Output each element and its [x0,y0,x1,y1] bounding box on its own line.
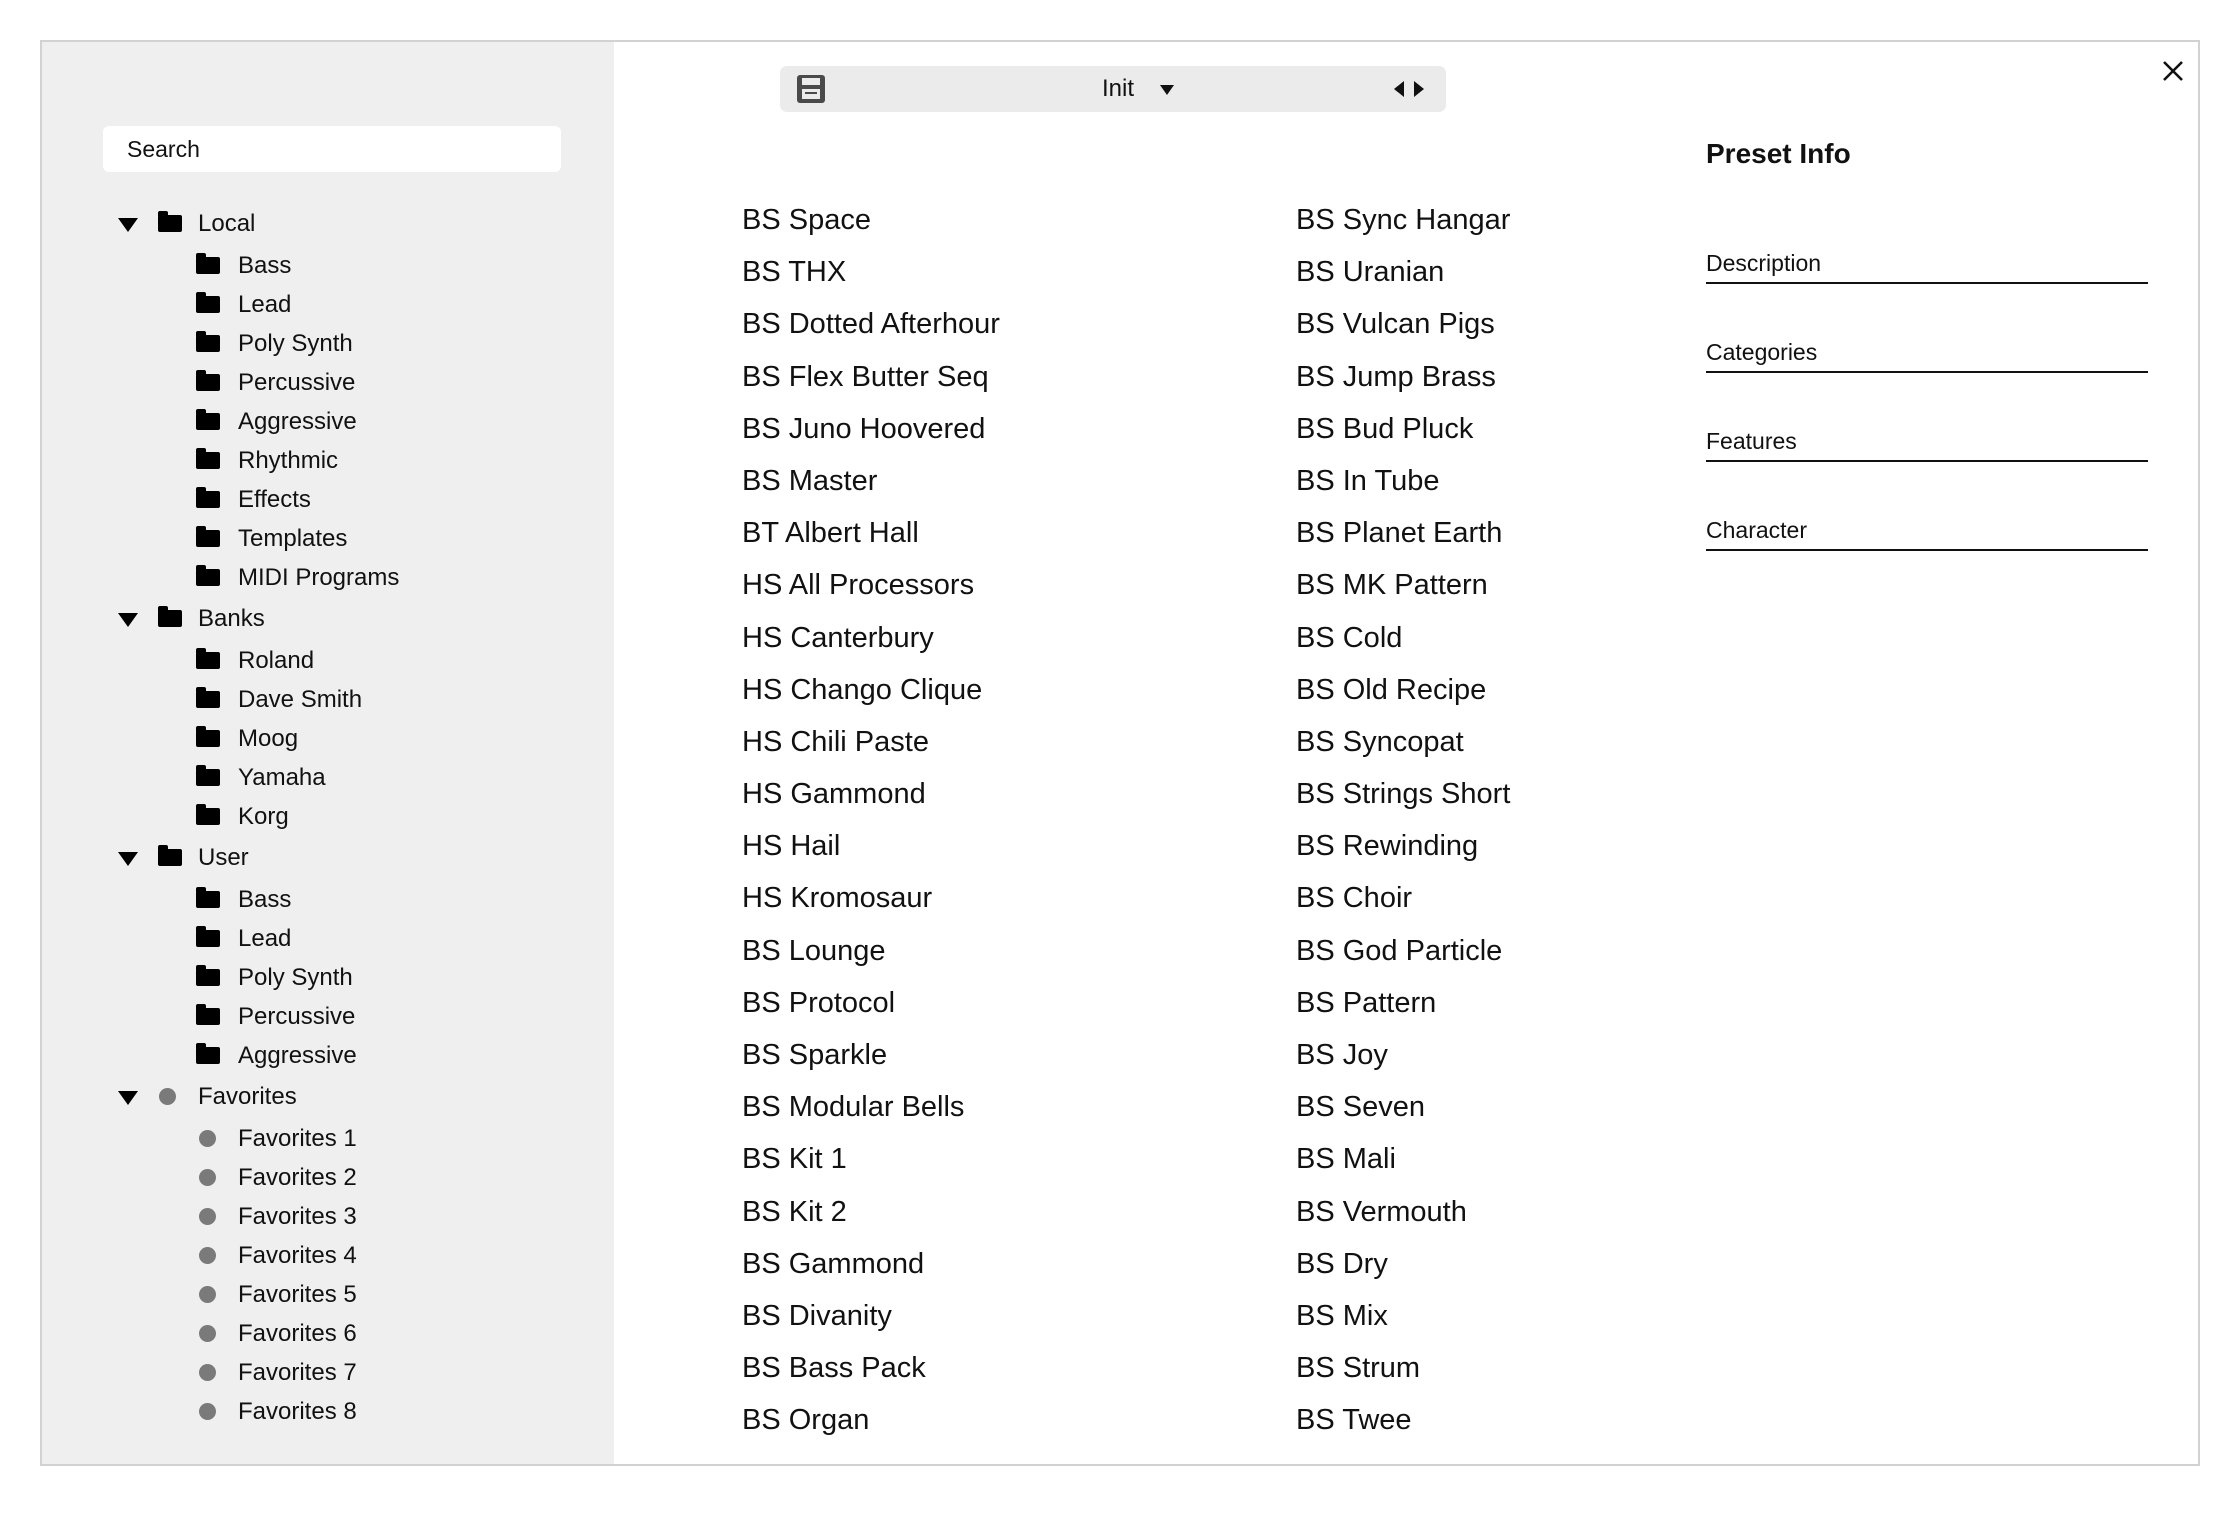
preset-name[interactable]: Init [1102,75,1135,102]
folder-icon [196,808,220,825]
sidebar-item[interactable] [42,519,614,558]
sidebar-item-label: Moog [238,725,299,752]
save-icon[interactable] [796,74,826,104]
preset-item[interactable]: HS Chili Paste [742,725,929,758]
folder-icon [196,1008,220,1025]
preset-item[interactable]: BS Modular Bells [742,1091,965,1124]
triangle-down-icon[interactable] [118,1091,138,1105]
sidebar-item-label: Favorites 4 [238,1242,357,1269]
preset-info-title: Preset Info [1706,138,1851,169]
preset-item[interactable]: BS Mix [1296,1299,1388,1332]
folder-icon [196,891,220,908]
preset-item[interactable]: BS Uranian [1296,256,1445,289]
preset-item[interactable]: HS Chango Clique [742,673,983,706]
preset-item[interactable]: BS Vermouth [1296,1195,1467,1228]
sidebar-item-label: Bass [238,252,292,279]
sidebar-item-label: Favorites 1 [238,1125,357,1152]
folder-icon [196,769,220,786]
preset-item[interactable]: BS Space [742,204,871,236]
sidebar-item-label: Favorites 6 [238,1320,357,1347]
sidebar-group[interactable] [42,202,614,246]
folder-icon [158,849,182,866]
sidebar-item[interactable] [42,641,614,680]
preset-info-field-label: Description [1706,250,1822,276]
sidebar-group-label: Favorites [198,1083,297,1110]
preset-item[interactable]: HS All Processors [742,569,975,602]
sidebar-item[interactable] [42,719,614,758]
preset-tree [42,202,614,1431]
dot-icon [199,1403,216,1420]
sidebar-item[interactable] [42,480,614,519]
sidebar-item-label: Percussive [238,1003,356,1030]
preset-item[interactable]: BS Rewinding [1296,830,1479,863]
sidebar-item-label: Yamaha [238,764,326,791]
sidebar-item[interactable] [42,363,614,402]
folder-icon [196,969,220,986]
preset-item[interactable]: BS In Tube [1296,464,1440,497]
folder-icon [196,569,220,586]
preset-item[interactable]: BS Bud Pluck [1296,412,1474,445]
preset-item[interactable]: BS Lounge [742,934,886,967]
sidebar-item[interactable] [42,1119,614,1158]
triangle-down-icon[interactable] [118,218,138,232]
preset-info-field[interactable] [1706,242,2148,284]
sidebar-group-label: User [198,844,249,871]
preset-item[interactable]: BS Pattern [1296,986,1437,1019]
sidebar-item-label: Effects [238,486,311,513]
preset-item[interactable]: BS Divanity [742,1299,892,1332]
sidebar-item[interactable] [42,797,614,836]
preset-info-field[interactable] [1706,331,2148,373]
folder-icon [196,335,220,352]
preset-item[interactable]: BS Dry [1296,1247,1388,1280]
sidebar [42,42,614,1464]
search-input[interactable] [103,126,561,172]
sidebar-item-label: Poly Synth [238,330,353,357]
folder-icon [196,930,220,947]
dot-icon [199,1364,216,1381]
preset-item[interactable]: BS THX [742,256,847,289]
preset-info-field-label: Categories [1706,339,1818,365]
preset-item[interactable]: BS Protocol [742,986,896,1019]
sidebar-item-label: Favorites 3 [238,1203,357,1230]
preset-item[interactable]: BS Vulcan Pigs [1296,308,1495,341]
sidebar-item-label: Favorites 8 [238,1398,357,1425]
sidebar-group[interactable] [42,836,614,880]
sidebar-item[interactable] [42,1353,614,1392]
preset-info-field[interactable] [1706,420,2148,462]
sidebar-item[interactable] [42,997,614,1036]
sidebar-item-label: Favorites 2 [238,1164,357,1191]
sidebar-item-label: Roland [238,647,315,674]
preset-info-field-label: Character [1706,517,1807,543]
sidebar-group[interactable] [42,1075,614,1119]
folder-icon [196,452,220,469]
preset-toolbar [780,66,1446,112]
preset-info-field[interactable] [1706,509,2148,551]
folder-icon [196,491,220,508]
folder-icon [196,530,220,547]
chevron-down-icon[interactable] [1160,85,1174,95]
preset-item[interactable]: BS Flex Butter Seq [742,360,989,393]
preset-item[interactable]: HS Hail [742,830,841,863]
folder-icon [158,215,182,232]
sidebar-item[interactable] [42,1036,614,1075]
sidebar-item-label: Percussive [238,369,356,396]
preset-item[interactable]: HS Canterbury [742,621,934,654]
preset-item[interactable]: BS Seven [1296,1091,1425,1124]
sidebar-item-label: MIDI Programs [238,564,400,591]
folder-icon [196,296,220,313]
sidebar-item-label: Rhythmic [238,447,339,474]
preset-item[interactable]: BT Albert Hall [742,517,919,550]
sidebar-item-label: Favorites 7 [238,1359,357,1386]
preset-item[interactable]: BS Sparkle [742,1039,888,1071]
preset-item[interactable]: BS Gammond [742,1247,925,1280]
dot-icon [199,1208,216,1225]
preset-item[interactable]: BS Dotted Afterhour [742,308,1000,341]
preset-item[interactable]: HS Gammond [742,778,926,811]
dot-icon [199,1169,216,1186]
preset-item[interactable]: BS Strings Short [1296,778,1511,811]
preset-item[interactable]: BS Strum [1296,1352,1421,1385]
preset-item[interactable]: BS Planet Earth [1296,517,1503,550]
preset-item[interactable]: BS Cold [1296,621,1403,654]
sidebar-item-label: Poly Synth [238,964,353,991]
sidebar-item[interactable] [42,1392,614,1431]
preset-info-field-label: Features [1706,428,1797,454]
sidebar-item[interactable] [42,324,614,363]
folder-icon [196,257,220,274]
sidebar-item-label: Lead [238,291,292,318]
preset-item[interactable]: BS Kit 2 [742,1195,847,1228]
close-icon[interactable] [2160,58,2186,84]
sidebar-item[interactable] [42,1236,614,1275]
sidebar-item[interactable] [42,1275,614,1314]
triangle-down-icon[interactable] [118,613,138,627]
sidebar-group-label: Banks [198,605,265,632]
next-preset-button[interactable] [1414,81,1424,97]
folder-icon [158,610,182,627]
folder-icon [196,413,220,430]
folder-icon [196,652,220,669]
sidebar-group-label: Local [198,210,256,237]
dot-icon [199,1247,216,1264]
sidebar-item-label: Dave Smith [238,686,363,713]
preset-item[interactable]: BS Juno Hoovered [742,412,986,445]
sidebar-item[interactable] [42,558,614,597]
preset-item[interactable]: BS Choir [1296,882,1413,915]
preset-item[interactable]: BS Mali [1296,1143,1396,1176]
preset-item[interactable]: HS Kromosaur [742,882,933,915]
preset-item[interactable]: BS MK Pattern [1296,569,1488,602]
sidebar-item[interactable] [42,919,614,958]
sidebar-item[interactable] [42,1197,614,1236]
sidebar-item-label: Lead [238,925,292,952]
sidebar-item[interactable] [42,285,614,324]
preset-item[interactable]: BS Joy [1296,1039,1388,1071]
sidebar-item[interactable] [42,441,614,480]
sidebar-item[interactable] [42,402,614,441]
previous-preset-button[interactable] [1394,81,1404,97]
sidebar-item[interactable] [42,880,614,919]
preset-item[interactable]: BS Jump Brass [1296,360,1496,393]
sidebar-item[interactable] [42,1314,614,1353]
sidebar-item[interactable] [42,680,614,719]
sidebar-item-label: Bass [238,886,292,913]
sidebar-item-label: Korg [238,803,289,830]
dot-icon [199,1325,216,1342]
preset-item[interactable]: BS Sync Hangar [1296,204,1511,236]
dot-icon [199,1130,216,1147]
dot-icon [199,1286,216,1303]
preset-item[interactable]: BS Old Recipe [1296,673,1487,706]
folder-icon [196,1047,220,1064]
sidebar-item-label: Templates [238,525,348,552]
preset-list-column-2 [1296,198,1510,1451]
preset-item[interactable]: BS Master [742,464,878,497]
sidebar-item[interactable] [42,246,614,285]
preset-browser-window [40,40,2200,1466]
triangle-down-icon[interactable] [118,852,138,866]
sidebar-group[interactable] [42,597,614,641]
sidebar-item-label: Favorites 5 [238,1281,357,1308]
preset-list-column-1 [742,198,1000,1451]
preset-item[interactable]: BS Twee [1296,1404,1412,1437]
sidebar-item-label: Aggressive [238,1042,357,1069]
preset-item[interactable]: BS Bass Pack [742,1352,926,1385]
sidebar-item[interactable] [42,1158,614,1197]
folder-icon [196,374,220,391]
folder-icon [196,691,220,708]
sidebar-item[interactable] [42,958,614,997]
folder-icon [196,730,220,747]
sidebar-item[interactable] [42,758,614,797]
preset-item[interactable]: BS God Particle [1296,934,1503,967]
preset-item[interactable]: BS Syncopat [1296,725,1464,758]
dot-icon [159,1088,176,1105]
preset-item[interactable]: BS Kit 1 [742,1143,847,1176]
preset-item[interactable]: BS Organ [742,1404,870,1437]
sidebar-item-label: Aggressive [238,408,357,435]
